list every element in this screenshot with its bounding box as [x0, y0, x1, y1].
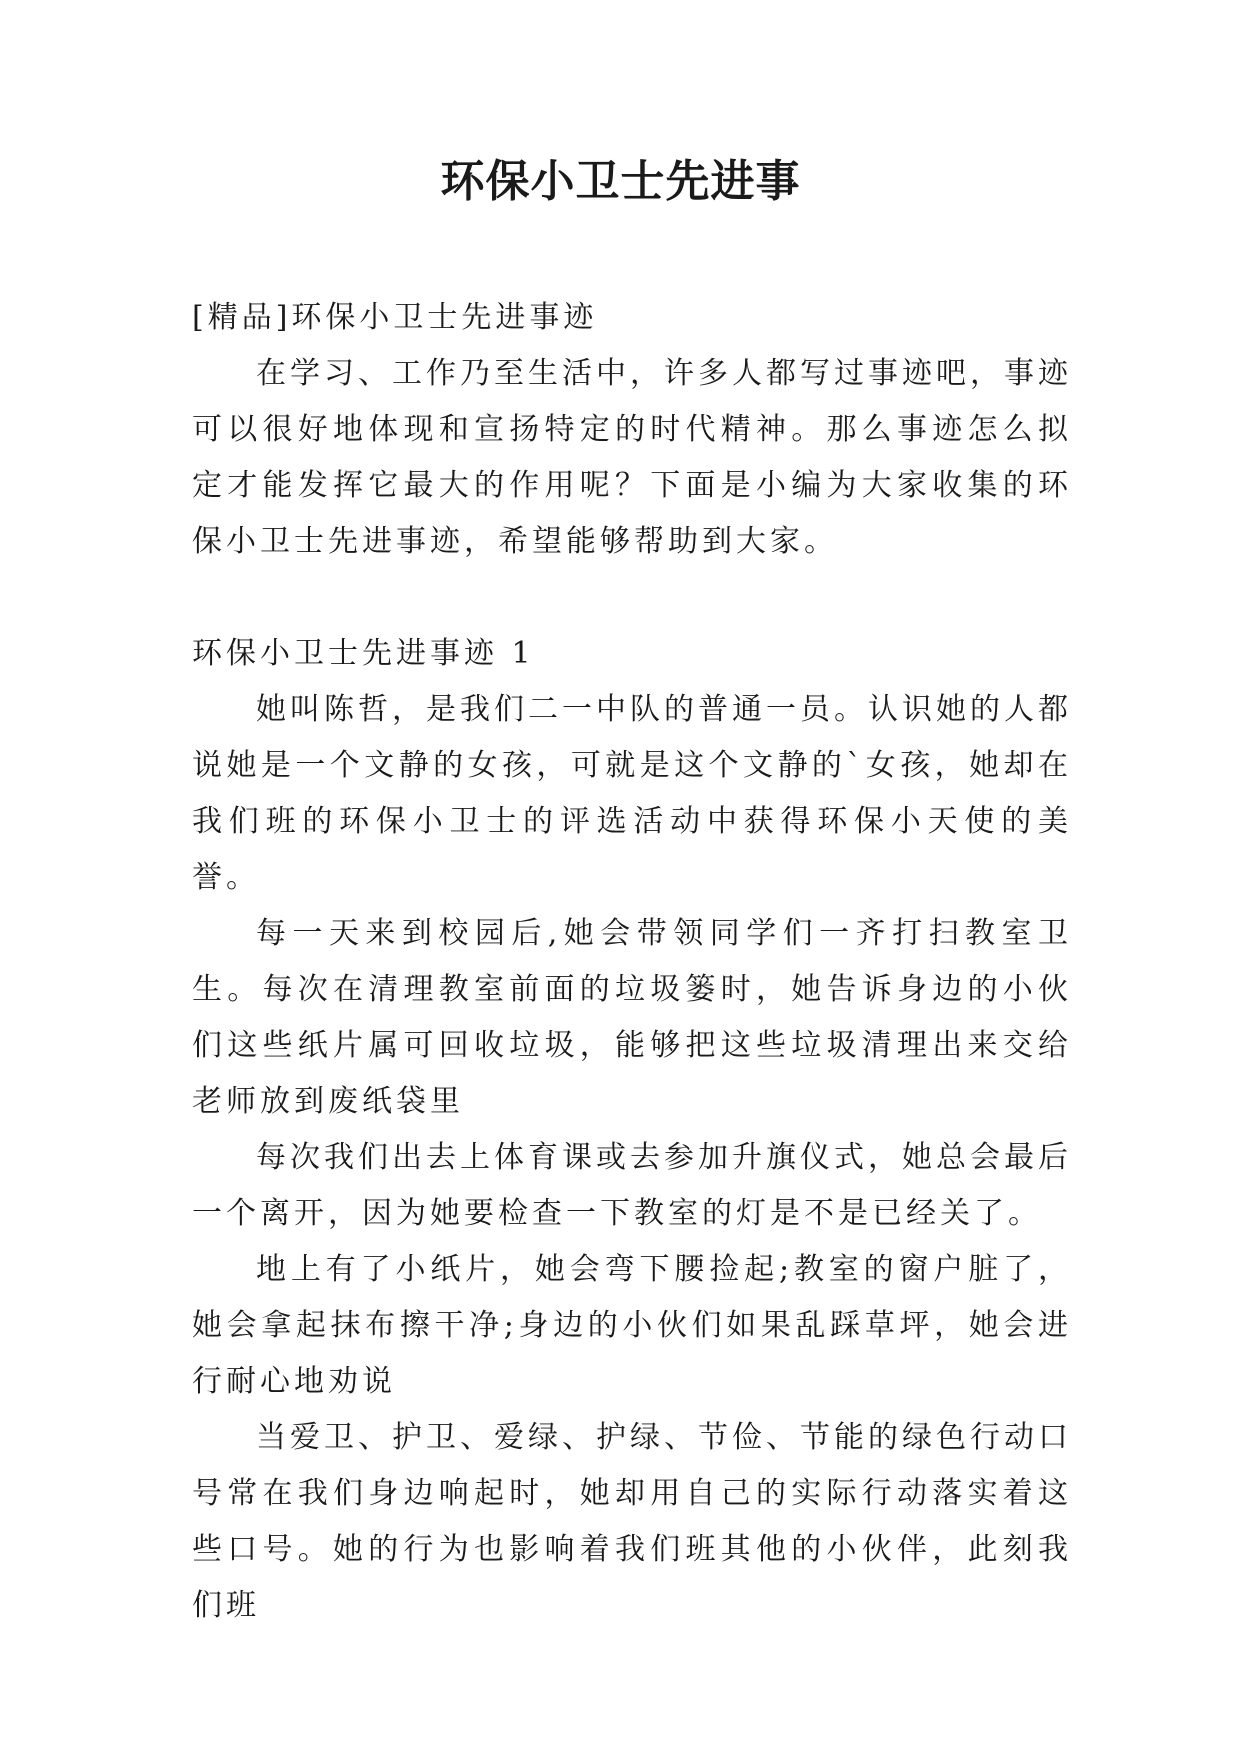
body-paragraph: 她叫陈哲，是我们二一中队的普通一员。认识她的人都说她是一个文静的女孩，可就是这个文静的`女孩，她却在我们班的环保小卫士的评选活动中获得环保小天使的美誉。: [192, 692, 1072, 895]
section-spacer: [192, 570, 1072, 626]
body-paragraph: 每一天来到校园后,她会带领同学们一齐打扫教室卫生。每次在清理教室前面的垃圾篓时，她告诉身边的小伙们这些纸片属可回收垃圾，能够把这些垃圾清理出来交给老师放到废纸袋里: [192, 916, 1072, 1119]
document-title: 环保小卫士先进事: [440, 156, 801, 207]
intro-paragraph: 在学习、工作乃至生活中，许多人都写过事迹吧，事迹可以很好地体现和宣扬特定的时代精神。那么事迹怎么拟定才能发挥它最大的作用呢？下面是小编为大家收集的环保小卫士先进事迹，希望能够帮助到大家。: [192, 356, 1072, 559]
document-body: [192, 290, 1072, 1634]
section-heading: 环保小卫士先进事迹 1: [192, 636, 535, 671]
body-paragraph: 每次我们出去上体育课或去参加升旗仪式，她总会最后一个离开，因为她要检查一下教室的灯是不是已经关了。: [192, 1140, 1072, 1231]
body-paragraph: 地上有了小纸片，她会弯下腰捡起;教室的窗户脏了，她会拿起抹布擦干净;身边的小伙们如果乱踩草坪，她会进行耐心地劝说: [192, 1252, 1072, 1399]
subtitle: [精品]环保小卫士先进事迹: [192, 300, 598, 335]
body-paragraph: 当爱卫、护卫、爱绿、护绿、节俭、节能的绿色行动口号常在我们身边响起时，她却用自己的实际行动落实着这些口号。她的行为也影响着我们班其他的小伙伴，此刻我们班: [192, 1420, 1072, 1623]
